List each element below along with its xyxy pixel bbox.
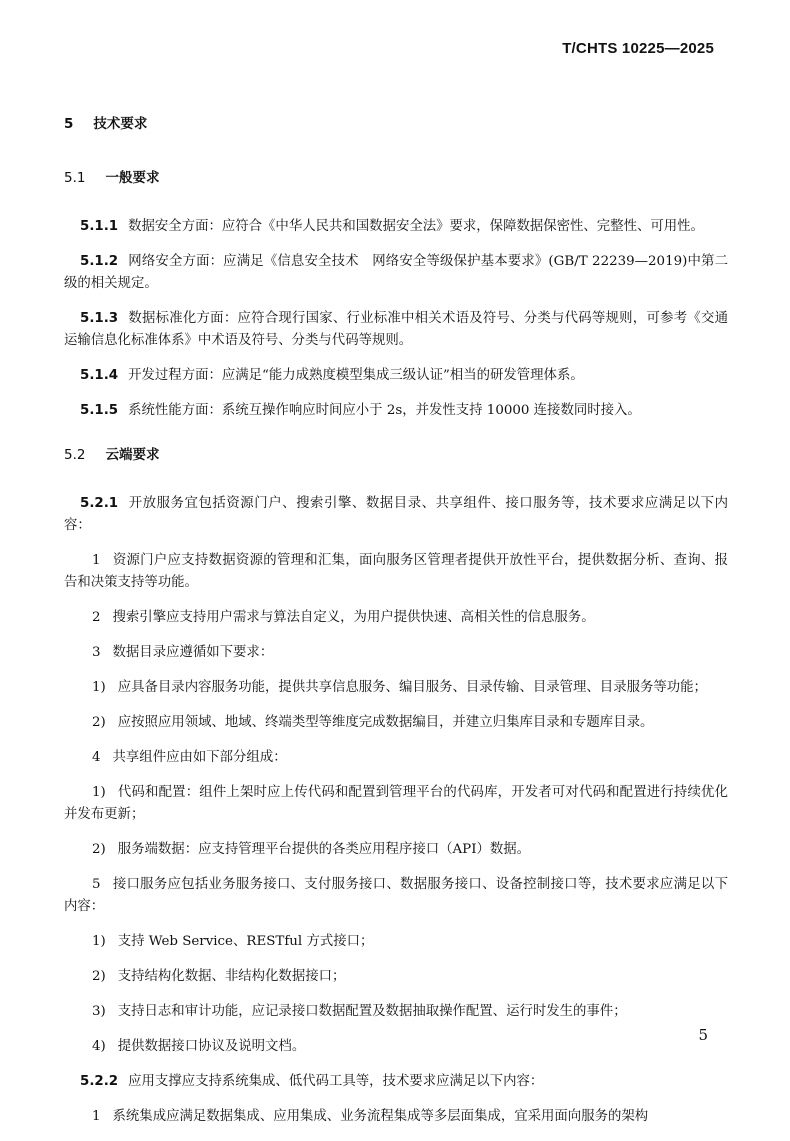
page-number: 5	[698, 1026, 708, 1044]
item-marker: 2)	[92, 969, 106, 984]
list-item	[64, 782, 728, 826]
section-title: 技术要求	[93, 116, 148, 132]
clause-text: 网络安全方面：应满足《信息安全技术 网络安全等级保护基本要求》(GB/T 22239—2019)中第二级的相关规定。	[64, 254, 728, 291]
clause-text: 开放服务宜包括资源门户、搜索引擎、数据目录、共享组件、接口服务等，技术要求应满足以下内容：	[64, 496, 728, 533]
item-text: 接口服务应包括业务服务接口、支付服务接口、数据服务接口、设备控制接口等，技术要求应满足以下内容：	[64, 877, 728, 914]
standard-number: T/CHTS 10225—2025	[562, 40, 714, 57]
clause	[64, 400, 728, 422]
clause-items	[64, 1106, 728, 1128]
clause	[64, 216, 728, 238]
general-requirements	[64, 216, 728, 422]
item-text: 支持结构化数据、非结构化数据接口；	[117, 969, 346, 984]
subsection-title: 一般要求	[105, 170, 160, 186]
item-text: 代码和配置：组件上架时应上传代码和配置到管理平台的代码库，开发者可对代码和配置进行持续优化并发布更新；	[64, 785, 728, 822]
clause-text: 数据标准化方面：应符合现行国家、行业标准中相关术语及符号、分类与代码等规则，可参考《交通运输信息化标准体系》中术语及符号、分类与代码等规则。	[64, 311, 728, 348]
item-marker: 1)	[92, 934, 106, 949]
clause-number: 5.1.3	[80, 311, 119, 326]
item-text: 应按照应用领域、地域、终端类型等维度完成数据编目，并建立归集库目录和专题库目录。	[117, 715, 654, 730]
subsection-number: 5.2	[64, 447, 86, 463]
section-heading	[64, 112, 728, 132]
item-marker: 2)	[92, 715, 106, 730]
clause-number: 5.1.1	[80, 219, 119, 234]
clause-number: 5.1.2	[80, 254, 119, 269]
item-text: 资源门户应支持数据资源的管理和汇集，面向服务区管理者提供开放性平台，提供数据分析、查询、报告和决策支持等功能。	[64, 553, 728, 590]
item-text: 服务端数据：应支持管理平台提供的各类应用程序接口（API）数据。	[117, 842, 531, 857]
clause-text: 系统性能方面：系统互操作响应时间应小于 2s，并发性支持 10000 连接数同时接入。	[128, 403, 641, 418]
subsection-heading	[64, 443, 728, 463]
item-text: 提供数据接口协议及说明文档。	[117, 1039, 306, 1054]
list-item	[64, 712, 728, 734]
subsection-title: 云端要求	[105, 447, 160, 463]
item-marker: 1)	[92, 680, 106, 695]
document-body	[64, 112, 728, 1141]
clause	[64, 365, 728, 387]
item-marker: 4)	[92, 1039, 106, 1054]
clause	[64, 493, 728, 537]
item-marker: 2	[92, 610, 101, 625]
list-item	[64, 966, 728, 988]
clause	[64, 1071, 728, 1093]
section-number: 5	[64, 116, 74, 132]
item-marker: 5	[92, 877, 101, 892]
list-item	[64, 550, 728, 594]
list-item	[64, 642, 728, 664]
item-text: 支持 Web Service、RESTful 方式接口；	[117, 934, 374, 949]
list-item	[64, 747, 728, 769]
item-text: 系统集成应满足数据集成、应用集成、业务流程集成等多层面集成，宜采用面向服务的架构	[112, 1109, 649, 1124]
subsection-heading	[64, 166, 728, 186]
clause	[64, 251, 728, 295]
item-marker: 3	[92, 645, 101, 660]
list-item	[64, 1001, 728, 1023]
item-text: 数据目录应遵循如下要求：	[112, 645, 274, 660]
list-item	[64, 607, 728, 629]
list-item	[64, 677, 728, 699]
item-marker: 1	[92, 1109, 101, 1124]
item-marker: 4	[92, 750, 101, 765]
clause-number: 5.2.1	[80, 496, 119, 511]
list-item	[64, 839, 728, 861]
item-marker: 1	[92, 553, 101, 568]
list-item	[64, 1106, 728, 1128]
clause-text: 数据安全方面：应符合《中华人民共和国数据安全法》要求，保障数据保密性、完整性、可用性。	[128, 219, 704, 234]
clause-text: 开发过程方面：应满足“能力成熟度模型集成三级认证”相当的研发管理体系。	[128, 368, 584, 383]
list-item	[64, 931, 728, 953]
item-marker: 1)	[92, 785, 106, 800]
clause-text: 应用支撑应支持系统集成、低代码工具等，技术要求应满足以下内容：	[128, 1074, 544, 1089]
item-text: 搜索引擎应支持用户需求与算法自定义，为用户提供快速、高相关性的信息服务。	[112, 610, 595, 625]
item-text: 共享组件应由如下部分组成：	[112, 750, 287, 765]
item-text: 支持日志和审计功能，应记录接口数据配置及数据抽取操作配置、运行时发生的事件；	[117, 1004, 627, 1019]
list-item	[64, 874, 728, 918]
item-marker: 2)	[92, 842, 106, 857]
clause	[64, 308, 728, 352]
list-item	[64, 1036, 728, 1058]
clause-items	[64, 550, 728, 1058]
clause-number: 5.1.4	[80, 368, 119, 383]
subsection-number: 5.1	[64, 170, 86, 186]
clause-number: 5.1.5	[80, 403, 119, 418]
clause-number: 5.2.2	[80, 1074, 119, 1089]
item-marker: 3)	[92, 1004, 106, 1019]
item-text: 应具备目录内容服务功能，提供共享信息服务、编目服务、目录传输、目录管理、目录服务等功能；	[117, 680, 707, 695]
